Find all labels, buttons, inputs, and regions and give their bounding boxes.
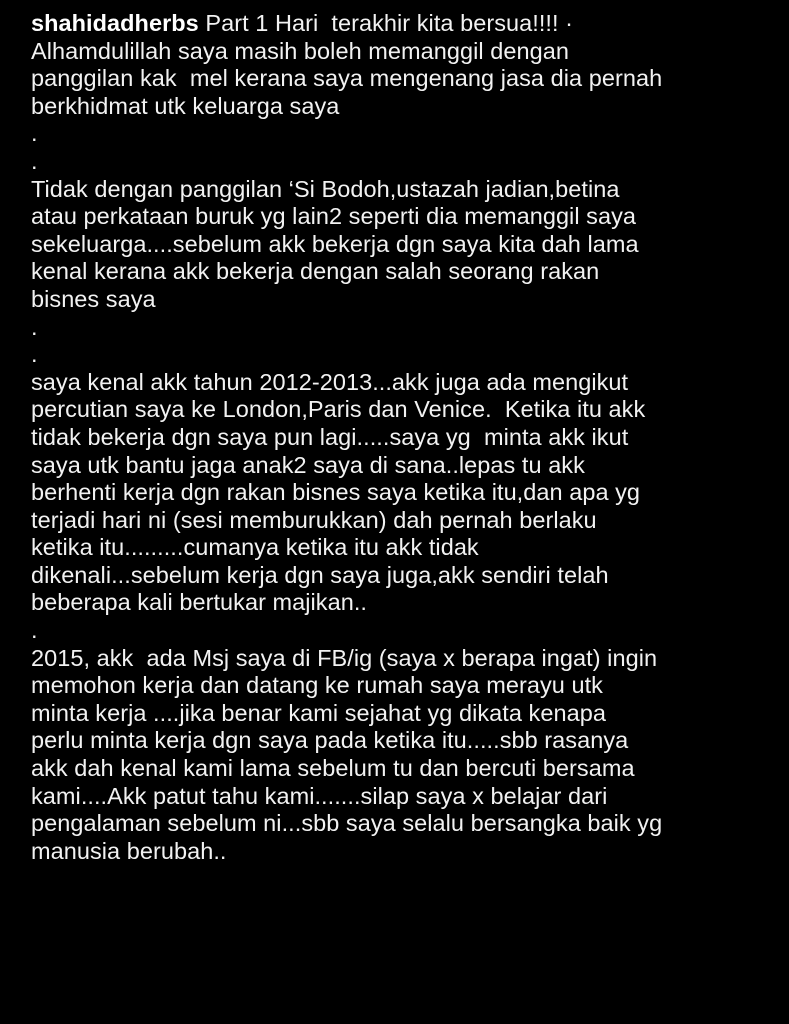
caption-line: saya kenal akk tahun 2012-2013...akk juga ada mengikut [31, 368, 629, 395]
caption-line: manusia berubah.. [31, 837, 227, 864]
caption-line: Alhamdulillah saya masih boleh memanggil dengan [31, 37, 569, 64]
username-link[interactable]: shahidadherbs [31, 10, 199, 36]
caption-line: panggilan kak mel kerana saya mengenang jasa dia pernah [31, 65, 663, 92]
caption-line: percutian saya ke London,Paris dan Venice. Ketika itu akk [31, 396, 646, 423]
caption-line: . [31, 120, 38, 147]
caption-line: perlu minta kerja dgn saya pada ketika itu.....sbb rasanya [31, 727, 629, 754]
caption-line: minta kerja ....jika benar kami sejahat yg dikata kenapa [31, 699, 606, 726]
caption-line: atau perkataan buruk yg lain2 seperti dia memanggil saya [31, 203, 637, 230]
caption-line: berhenti kerja dgn rakan bisnes saya ketika itu,dan apa yg [31, 479, 641, 506]
caption-line: pengalaman sebelum ni...sbb saya selalu bersangka baik yg [31, 810, 663, 837]
caption-line: kenal kerana akk bekerja dengan salah seorang rakan [31, 258, 600, 285]
caption-line: terjadi hari ni (sesi memburukkan) dah pernah berlaku [31, 506, 597, 533]
caption-line: bisnes saya [31, 285, 156, 312]
caption-line: tidak bekerja dgn saya pun lagi.....saya yg minta akk ikut [31, 423, 629, 450]
caption-line: saya utk bantu jaga anak2 saya di sana..lepas tu akk [31, 451, 585, 478]
caption-first-line-text: Part 1 Hari terakhir kita bersua!!!! · [198, 10, 574, 36]
caption-line: . [31, 341, 38, 368]
caption-line: . [31, 617, 38, 644]
caption-line: 2015, akk ada Msj saya di FB/ig (saya x berapa ingat) ingin [31, 644, 658, 671]
caption-line: kami....Akk patut tahu kami.......silap saya x belajar dari [31, 782, 608, 809]
caption-line: ketika itu.........cumanya ketika itu akk tidak [31, 534, 479, 561]
caption-line: memohon kerja dan datang ke rumah saya merayu utk [31, 672, 603, 699]
caption-line: beberapa kali bertukar majikan.. [31, 589, 368, 616]
caption-line: dikenali...sebelum kerja dgn saya juga,akk sendiri telah [31, 561, 609, 588]
caption-line: Tidak dengan panggilan ‘Si Bodoh,ustazah jadian,betina [31, 175, 620, 202]
caption-line: . [31, 313, 38, 340]
caption-header-line [31, 10, 783, 38]
post-caption [31, 10, 783, 865]
caption-line: akk dah kenal kami lama sebelum tu dan bercuti bersama [31, 755, 635, 782]
caption-line: . [31, 147, 38, 174]
caption-line: berkhidmat utk keluarga saya [31, 92, 340, 119]
caption-line: sekeluarga....sebelum akk bekerja dgn saya kita dah lama [31, 230, 639, 257]
